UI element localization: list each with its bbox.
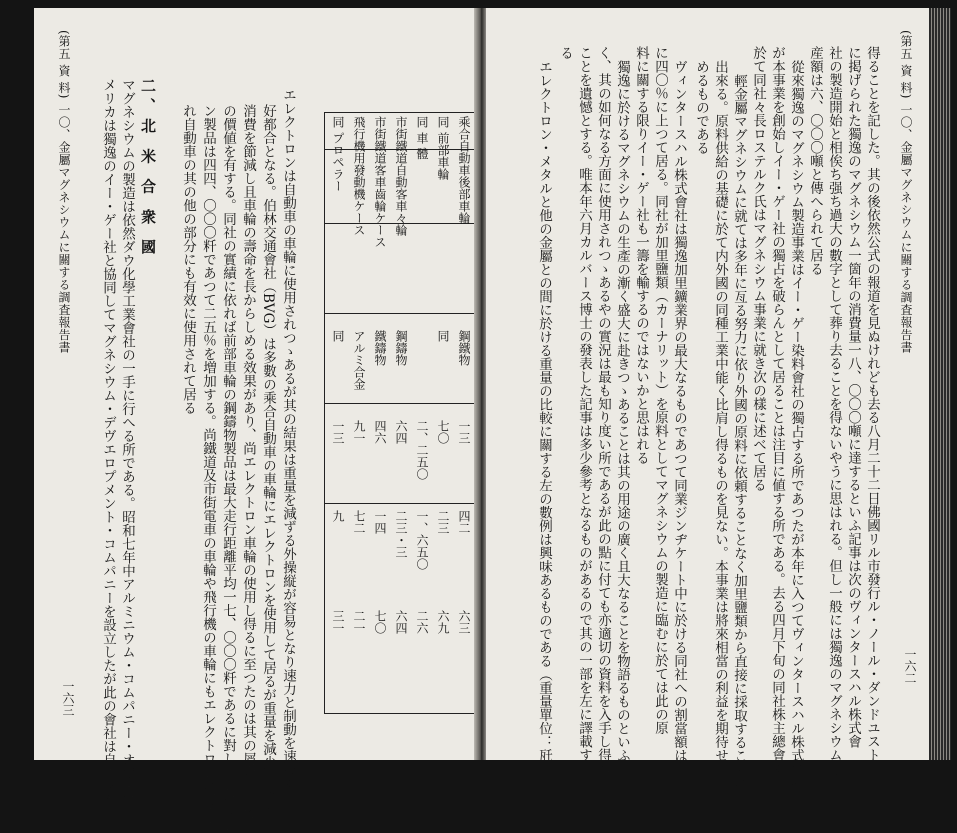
table-cell-item: 同 車 體: [415, 116, 429, 160]
paragraph1-line: 産額は六、〇〇〇噸と傳へられて居る: [807, 46, 823, 276]
paragraph2-line: 於て同社々長ロステルク氏はマグネシウム事業に就き次の樣に述べて居る: [750, 46, 766, 492]
table-cell-item: 同 前部車輪: [436, 116, 450, 180]
quote-line: 出來る。原料供給の基礎に於て内外國の同種工業中能く比肩し得るものを見ない。本事業は將來相當の利益を期待せし: [712, 60, 728, 776]
table-cell-before: 一三: [457, 420, 471, 444]
table-cell-before: 一三: [331, 420, 345, 444]
section-body-line: メリカは獨逸のイー・ゲー社と協同してマグネシウム・デヴエロプメント・コムパニーを設立したが此の會社は自らマグ: [100, 78, 116, 807]
left-page: [34, 8, 476, 833]
table-cell-item: 飛行機用發動機ケース: [352, 116, 366, 236]
table-cell-ratio: 六九: [436, 610, 450, 634]
body-line: 消費を節減し且車輪の壽命を長からしめる效果があり、尚エレクトロン車輪の使用し得るに至つたのは其の屑金として: [240, 104, 256, 820]
table-cell-before: 四六: [373, 420, 387, 444]
table-cell-material: 鐵鑄物: [373, 330, 387, 366]
paragraph3-line: 獨逸に於けるマグネシウムの生產の漸く盛大に赴きつゝあることは其の用途の廣く且大なることを物語るものといふべ: [614, 60, 630, 776]
paragraph3-line: ヴィンタースハル株式會社は獨逸加里鑛業界の最大なるものであつて同業ジンヂケート中に於ける同社への割當額は實: [671, 60, 687, 776]
paragraph1-line: 社の製造開始と相俟ち强ち過大の數字として葬り去ることを得ないやうに思はれる。但し一般には獨逸のマグネシウム年: [826, 46, 842, 775]
table-cell-item: 同 プロペラー: [331, 116, 345, 192]
table-cell-elektron: 二三・三: [394, 510, 408, 558]
table-cell-before: 七〇: [436, 420, 450, 444]
section-heading: 二、北 米 合 衆 國: [139, 78, 157, 259]
table-cell-elektron: 四二: [457, 510, 471, 534]
table-cell-item: 市街鐵道客車齒輪ケース: [373, 116, 387, 248]
running-head: (第五 資 料) 一〇、金屬マグネシウムに關する調査報告書: [57, 30, 71, 354]
book-edge: [929, 8, 951, 760]
body-line: ン製品は四四、〇〇〇粁であつて二五％を増加する。尚鐵道及市街電車の車輪や飛行機の車輪にもエレクトロンが用ゐら: [200, 104, 216, 833]
paragraph1-line: に掲げられた獨逸のマグネシウム一箇年の消費量一八、〇〇〇噸に達するといふ記事は次のヴィンタースハル株式會: [845, 46, 861, 748]
table-cell-elektron: 七二: [352, 510, 366, 534]
table-cell-before: 二、二五〇: [415, 420, 429, 480]
paragraph3-line: く、其の如何なる方面に使用されつゝあるやの實況は最も知り度い所であるが此の點に付ても亦適切の資料を入手し得ぬ: [595, 46, 611, 775]
table-cell-elektron: 一、六五〇: [415, 510, 429, 570]
table-cell-ratio: 三一: [331, 610, 345, 634]
table-cell-material: 鋼鑄物: [394, 330, 408, 366]
quote-line: めるものである: [693, 60, 709, 155]
table-cell-ratio: 六四: [394, 610, 408, 634]
section-body-line: マグネシウムの製造は依然ダウ化學工業會社の一手に行へる所である。昭和七年中アルミニウム・コムパニー・オヴ・ア: [119, 78, 135, 807]
table-cell-ratio: 七〇: [373, 610, 387, 634]
table-cell-before: 九一: [352, 420, 366, 444]
table-cell-material: 同: [331, 330, 345, 342]
right-page: [486, 8, 929, 790]
paragraph2-line: 從來獨逸のマグネシウム製造事業はイー・ゲー染料會社の獨占する所であつたが本年に入つてヴィンタースハル株式會社: [788, 60, 804, 789]
paragraph3-line: に四〇％に上つて居る。同社が加里鹽類（カーナリット）を原料としてマグネシウムの製造に臨むに於ては此の原: [652, 46, 668, 735]
running-head: (第五 資 料) 一〇、金屬マグネシウムに關する調査報告書: [899, 30, 913, 354]
table-cell-material: 鋼鐵物: [457, 330, 471, 366]
table-cell-elektron: 九: [331, 510, 345, 522]
paragraph1-line: 得ることを記した。其の後依然公式の報道を見ぬけれども去る八月二十二日佛國リル市發行ル・ノール・ダンドユストリ: [864, 46, 880, 775]
table-cell-ratio: 二一: [352, 610, 366, 634]
table-cell-elektron: 一四: [373, 510, 387, 534]
table-cell-item: 市街鐵道自動客車々輪: [394, 116, 408, 236]
table-cell-ratio: 六三: [457, 610, 471, 634]
table-cell-before: 六四: [394, 420, 408, 444]
paragraph2-line: が本事業を創始しイー・ゲー社の獨占を破らんとして居ることは注目に値する所である。去る四月下旬の同社株主總會に: [769, 46, 785, 775]
table-cell-material: 同: [436, 330, 450, 342]
page-number: 一六二: [903, 648, 917, 684]
table-cell-ratio: 二六: [415, 610, 429, 634]
page-number: 一六三: [61, 680, 75, 716]
paragraph3-line: ことを遺憾とする。唯本年六月カルバース博士の發表した記事は多少參考となるものがあるので其の一部を左に譯載す: [576, 46, 592, 762]
paragraph3-line: 料に關する限りイー・ゲー社も一籌を輸するのではないかと思はれる: [633, 46, 649, 465]
table-cell-material: アルミ合金: [352, 330, 366, 390]
table-cell-elektron: 二三: [436, 510, 450, 534]
body-line: れ自動車の其の他の部分にも有效に使用されて居る: [180, 104, 196, 415]
paragraph4-line: エレクトロン・メタルと他の金屬との間に於ける重量の比較に關する左の數例は興味あるものである（重量單位：瓩）: [536, 60, 552, 776]
body-line: エレクトロンは自動車の車輪に使用されつゝあるが其の結果は重量を減ずる外操縦が容易となり速力と制動を速めに: [280, 88, 296, 790]
table-cell-item: 乘合自動車後部車輪: [457, 116, 471, 224]
paragraph3-line: る: [557, 46, 573, 60]
quote-line: 輕金屬マグネシウムに就ては多年に亙る努力に依り外國の原料に依頼することなく加里鹽類から直接に採取することが: [731, 74, 747, 790]
body-line: 好都合となる。伯林交通會社（BVG）は多數の乘合自動車の車輪にエレクトロンを使用して居るが重量を減少し護謨の: [260, 104, 276, 823]
body-line: の價値を有する。同社の實績に依れば前部車輪の鋼鑄物製品は最大走行距離平均一七、〇〇〇粁であるに對しエレクトロ: [220, 104, 236, 833]
